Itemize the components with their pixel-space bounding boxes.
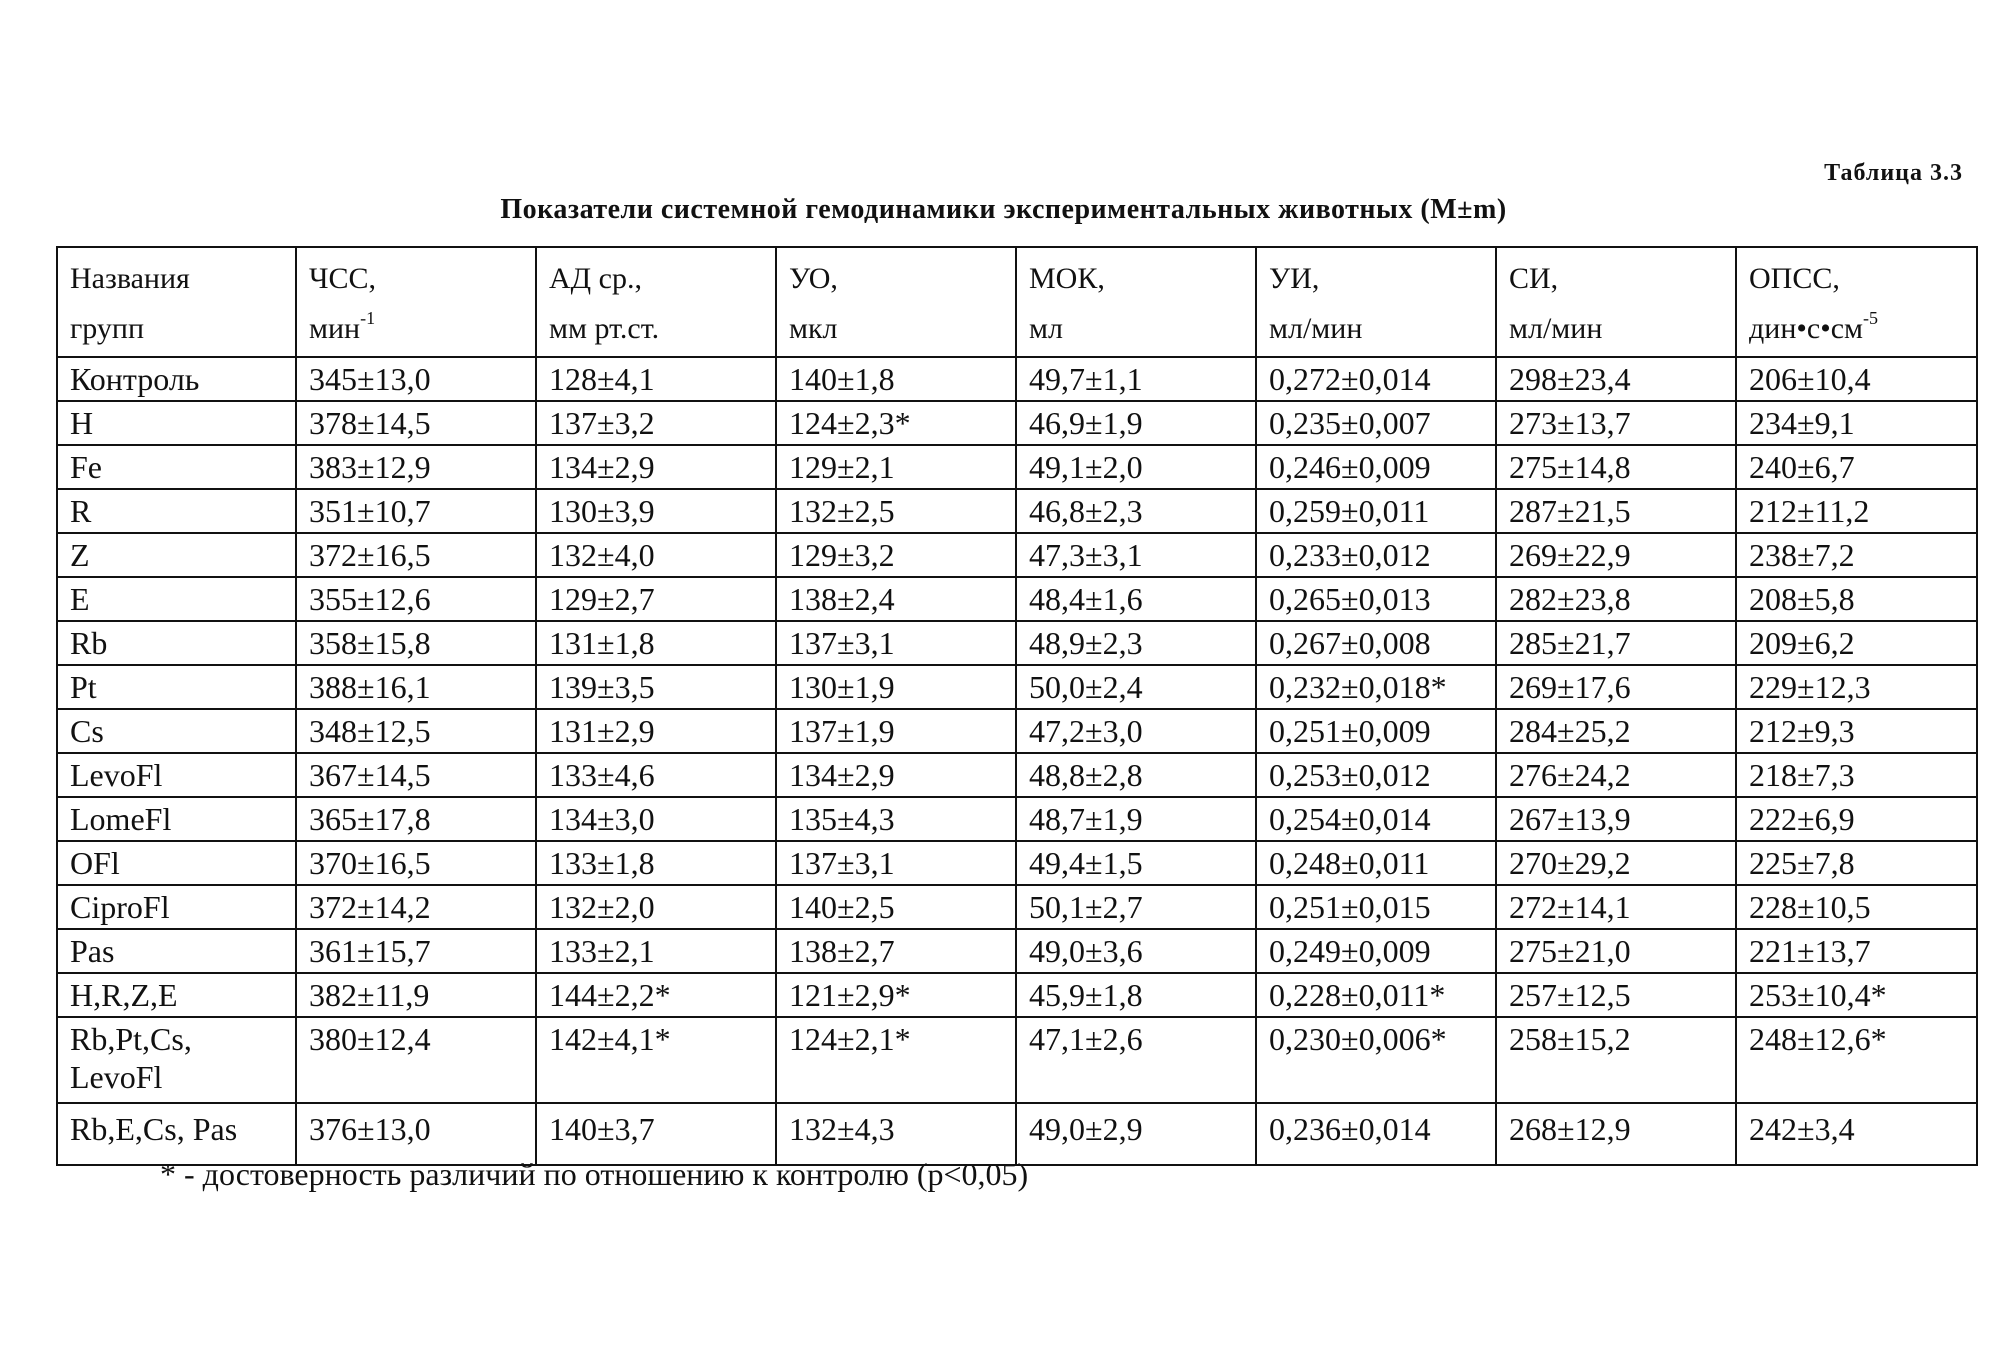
value-cell: 222±6,9 <box>1736 797 1977 841</box>
value-cell: 0,236±0,014 <box>1256 1103 1496 1165</box>
column-header <box>1016 247 1256 357</box>
value-cell: 267±13,9 <box>1496 797 1736 841</box>
unit-exponent: -1 <box>360 308 376 328</box>
value-cell: 367±14,5 <box>296 753 536 797</box>
value-cell: 270±29,2 <box>1496 841 1736 885</box>
value-cell: 285±21,7 <box>1496 621 1736 665</box>
table-row <box>57 841 1977 885</box>
value-cell: 137±3,1 <box>776 621 1016 665</box>
value-cell: 206±10,4 <box>1736 357 1977 401</box>
value-cell: 142±4,1* <box>536 1017 776 1103</box>
value-cell: 137±1,9 <box>776 709 1016 753</box>
value-cell: 380±12,4 <box>296 1017 536 1103</box>
table-row <box>57 885 1977 929</box>
value-cell: 275±14,8 <box>1496 445 1736 489</box>
group-name-cell: Rb,E,Cs, Pas <box>57 1103 296 1165</box>
value-cell: 258±15,2 <box>1496 1017 1736 1103</box>
value-cell: 355±12,6 <box>296 577 536 621</box>
unit-text: дин•с•см <box>1749 312 1863 345</box>
value-cell: 0,267±0,008 <box>1256 621 1496 665</box>
table-row <box>57 709 1977 753</box>
value-cell: 47,3±3,1 <box>1016 533 1256 577</box>
value-cell: 135±4,3 <box>776 797 1016 841</box>
table-row <box>57 929 1977 973</box>
column-header-title: ОПСС, <box>1749 262 1840 295</box>
value-cell: 370±16,5 <box>296 841 536 885</box>
value-cell: 137±3,2 <box>536 401 776 445</box>
column-header-unit <box>1509 304 1723 354</box>
unit-text: мл/мин <box>1509 312 1603 345</box>
value-cell: 134±2,9 <box>536 445 776 489</box>
column-header-title: УИ, <box>1269 262 1320 295</box>
value-cell: 0,228±0,011* <box>1256 973 1496 1017</box>
value-cell: 276±24,2 <box>1496 753 1736 797</box>
unit-text: мин <box>309 312 361 345</box>
value-cell: 388±16,1 <box>296 665 536 709</box>
value-cell: 0,235±0,007 <box>1256 401 1496 445</box>
value-cell: 134±2,9 <box>776 753 1016 797</box>
value-cell: 221±13,7 <box>1736 929 1977 973</box>
value-cell: 272±14,1 <box>1496 885 1736 929</box>
group-name-cell: Cs <box>57 709 296 753</box>
value-cell: 137±3,1 <box>776 841 1016 885</box>
value-cell: 132±4,3 <box>776 1103 1016 1165</box>
unit-text: мм рт.ст. <box>549 312 660 345</box>
value-cell: 45,9±1,8 <box>1016 973 1256 1017</box>
value-cell: 238±7,2 <box>1736 533 1977 577</box>
value-cell: 0,233±0,012 <box>1256 533 1496 577</box>
value-cell: 48,4±1,6 <box>1016 577 1256 621</box>
value-cell: 0,254±0,014 <box>1256 797 1496 841</box>
value-cell: 240±6,7 <box>1736 445 1977 489</box>
value-cell: 365±17,8 <box>296 797 536 841</box>
value-cell: 49,0±3,6 <box>1016 929 1256 973</box>
column-header <box>57 247 296 357</box>
unit-text: мл/мин <box>1269 312 1363 345</box>
value-cell: 208±5,8 <box>1736 577 1977 621</box>
column-header <box>776 247 1016 357</box>
column-header-unit <box>309 304 523 354</box>
group-name-cell: Pt <box>57 665 296 709</box>
column-header <box>296 247 536 357</box>
value-cell: 48,7±1,9 <box>1016 797 1256 841</box>
value-cell: 139±3,5 <box>536 665 776 709</box>
group-name-cell: Fe <box>57 445 296 489</box>
value-cell: 358±15,8 <box>296 621 536 665</box>
value-cell: 372±16,5 <box>296 533 536 577</box>
value-cell: 144±2,2* <box>536 973 776 1017</box>
table-row <box>57 577 1977 621</box>
value-cell: 248±12,6* <box>1736 1017 1977 1103</box>
value-cell: 48,8±2,8 <box>1016 753 1256 797</box>
group-name-cell: Rb <box>57 621 296 665</box>
column-header-unit <box>1029 304 1243 354</box>
value-cell: 138±2,4 <box>776 577 1016 621</box>
table-row <box>57 445 1977 489</box>
group-name-cell: LomeFl <box>57 797 296 841</box>
group-name-cell: H,R,Z,E <box>57 973 296 1017</box>
table-row <box>57 797 1977 841</box>
value-cell: 345±13,0 <box>296 357 536 401</box>
table-row <box>57 665 1977 709</box>
column-header-title: Названия <box>70 262 190 295</box>
value-cell: 229±12,3 <box>1736 665 1977 709</box>
value-cell: 124±2,1* <box>776 1017 1016 1103</box>
value-cell: 131±2,9 <box>536 709 776 753</box>
value-cell: 49,1±2,0 <box>1016 445 1256 489</box>
value-cell: 134±3,0 <box>536 797 776 841</box>
value-cell: 133±2,1 <box>536 929 776 973</box>
value-cell: 0,259±0,011 <box>1256 489 1496 533</box>
value-cell: 383±12,9 <box>296 445 536 489</box>
column-header-title: МОК, <box>1029 262 1105 295</box>
value-cell: 212±9,3 <box>1736 709 1977 753</box>
column-header-unit <box>789 304 1003 354</box>
table-title: Показатели системной гемодинамики экспериментальных животных (M±m) <box>500 194 1507 225</box>
table-body <box>57 357 1977 1165</box>
unit-text: мкл <box>789 312 838 345</box>
unit-text: мл <box>1029 312 1063 345</box>
value-cell: 47,2±3,0 <box>1016 709 1256 753</box>
header-row <box>57 247 1977 357</box>
column-header <box>536 247 776 357</box>
value-cell: 228±10,5 <box>1736 885 1977 929</box>
table-row <box>57 489 1977 533</box>
value-cell: 133±1,8 <box>536 841 776 885</box>
column-header <box>1496 247 1736 357</box>
value-cell: 0,253±0,012 <box>1256 753 1496 797</box>
value-cell: 269±22,9 <box>1496 533 1736 577</box>
value-cell: 47,1±2,6 <box>1016 1017 1256 1103</box>
value-cell: 0,251±0,009 <box>1256 709 1496 753</box>
table-row <box>57 357 1977 401</box>
value-cell: 372±14,2 <box>296 885 536 929</box>
value-cell: 49,0±2,9 <box>1016 1103 1256 1165</box>
value-cell: 273±13,7 <box>1496 401 1736 445</box>
hemodynamics-table <box>56 246 1978 1166</box>
value-cell: 0,248±0,011 <box>1256 841 1496 885</box>
table-number-label: Таблица 3.3 <box>1824 160 1963 186</box>
table-row <box>57 533 1977 577</box>
value-cell: 351±10,7 <box>296 489 536 533</box>
value-cell: 121±2,9* <box>776 973 1016 1017</box>
value-cell: 131±1,8 <box>536 621 776 665</box>
column-header-unit <box>1269 304 1483 354</box>
group-name-cell: Контроль <box>57 357 296 401</box>
value-cell: 218±7,3 <box>1736 753 1977 797</box>
group-name-cell: Z <box>57 533 296 577</box>
table-row <box>57 401 1977 445</box>
column-header-title: ЧСС, <box>309 262 377 295</box>
significance-footnote: * - достоверность различий по отношению к контролю (p<0,05) <box>160 1156 1029 1192</box>
value-cell: 46,8±2,3 <box>1016 489 1256 533</box>
value-cell: 130±3,9 <box>536 489 776 533</box>
group-name-cell: Rb,Pt,Cs, LevoFl <box>57 1017 296 1103</box>
value-cell: 282±23,8 <box>1496 577 1736 621</box>
value-cell: 132±2,5 <box>776 489 1016 533</box>
value-cell: 287±21,5 <box>1496 489 1736 533</box>
value-cell: 129±2,1 <box>776 445 1016 489</box>
value-cell: 130±1,9 <box>776 665 1016 709</box>
column-header-unit <box>549 304 763 354</box>
group-name-cell: LevoFl <box>57 753 296 797</box>
group-name-cell: E <box>57 577 296 621</box>
column-header-title: УО, <box>789 262 838 295</box>
value-cell: 0,272±0,014 <box>1256 357 1496 401</box>
value-cell: 284±25,2 <box>1496 709 1736 753</box>
value-cell: 132±4,0 <box>536 533 776 577</box>
value-cell: 253±10,4* <box>1736 973 1977 1017</box>
value-cell: 378±14,5 <box>296 401 536 445</box>
value-cell: 140±2,5 <box>776 885 1016 929</box>
value-cell: 298±23,4 <box>1496 357 1736 401</box>
value-cell: 49,4±1,5 <box>1016 841 1256 885</box>
value-cell: 242±3,4 <box>1736 1103 1977 1165</box>
value-cell: 129±3,2 <box>776 533 1016 577</box>
group-name-cell: CiproFl <box>57 885 296 929</box>
value-cell: 48,9±2,3 <box>1016 621 1256 665</box>
value-cell: 133±4,6 <box>536 753 776 797</box>
value-cell: 0,232±0,018* <box>1256 665 1496 709</box>
value-cell: 0,230±0,006* <box>1256 1017 1496 1103</box>
value-cell: 361±15,7 <box>296 929 536 973</box>
value-cell: 128±4,1 <box>536 357 776 401</box>
value-cell: 140±1,8 <box>776 357 1016 401</box>
value-cell: 212±11,2 <box>1736 489 1977 533</box>
value-cell: 0,246±0,009 <box>1256 445 1496 489</box>
value-cell: 132±2,0 <box>536 885 776 929</box>
unit-text: групп <box>70 312 145 345</box>
value-cell: 0,249±0,009 <box>1256 929 1496 973</box>
value-cell: 234±9,1 <box>1736 401 1977 445</box>
value-cell: 269±17,6 <box>1496 665 1736 709</box>
value-cell: 348±12,5 <box>296 709 536 753</box>
column-header-title: СИ, <box>1509 262 1559 295</box>
value-cell: 50,1±2,7 <box>1016 885 1256 929</box>
value-cell: 225±7,8 <box>1736 841 1977 885</box>
value-cell: 275±21,0 <box>1496 929 1736 973</box>
column-header-unit <box>1749 304 1964 354</box>
table-row <box>57 621 1977 665</box>
table-row <box>57 1017 1977 1103</box>
value-cell: 257±12,5 <box>1496 973 1736 1017</box>
value-cell: 138±2,7 <box>776 929 1016 973</box>
group-name-cell: Pas <box>57 929 296 973</box>
group-name-cell: H <box>57 401 296 445</box>
value-cell: 46,9±1,9 <box>1016 401 1256 445</box>
value-cell: 49,7±1,1 <box>1016 357 1256 401</box>
column-header-title: АД ср., <box>549 262 642 295</box>
column-header <box>1736 247 1977 357</box>
value-cell: 0,265±0,013 <box>1256 577 1496 621</box>
unit-exponent: -5 <box>1863 308 1878 328</box>
table-row <box>57 973 1977 1017</box>
table-row <box>57 753 1977 797</box>
value-cell: 209±6,2 <box>1736 621 1977 665</box>
group-name-cell: OFl <box>57 841 296 885</box>
value-cell: 129±2,7 <box>536 577 776 621</box>
value-cell: 124±2,3* <box>776 401 1016 445</box>
group-name-cell: R <box>57 489 296 533</box>
value-cell: 376±13,0 <box>296 1103 536 1165</box>
value-cell: 268±12,9 <box>1496 1103 1736 1165</box>
value-cell: 0,251±0,015 <box>1256 885 1496 929</box>
value-cell: 140±3,7 <box>536 1103 776 1165</box>
column-header-unit <box>70 304 283 354</box>
value-cell: 382±11,9 <box>296 973 536 1017</box>
value-cell: 50,0±2,4 <box>1016 665 1256 709</box>
column-header <box>1256 247 1496 357</box>
